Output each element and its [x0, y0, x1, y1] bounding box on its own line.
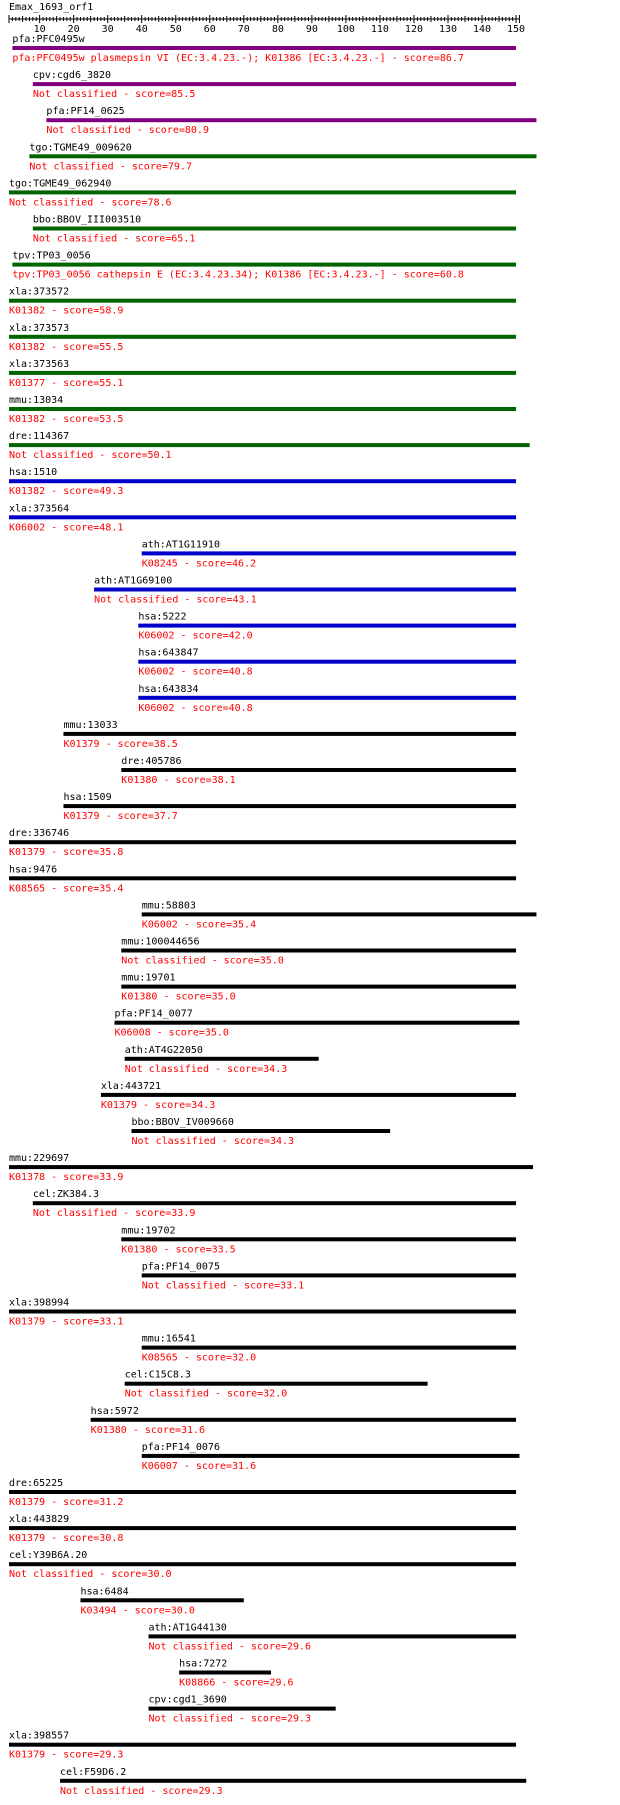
- ruler-tick-label: 80: [271, 24, 284, 35]
- hit-row: [138, 648, 516, 678]
- hit-bar[interactable]: [12, 46, 516, 50]
- hit-description: K01378 - score=33.9: [9, 1172, 124, 1184]
- hit-label[interactable]: hsa:9476: [9, 864, 58, 876]
- hit-row: [80, 1586, 243, 1616]
- hit-description: K01382 - score=58.9: [9, 305, 124, 317]
- hit-bar[interactable]: [9, 1310, 516, 1314]
- hit-bar[interactable]: [121, 768, 516, 772]
- ruler-tick-label: 20: [67, 24, 80, 35]
- hit-bar[interactable]: [121, 985, 516, 989]
- hit-bar[interactable]: [12, 263, 516, 267]
- hit-bar[interactable]: [9, 876, 516, 880]
- hit-bar[interactable]: [63, 804, 516, 808]
- hit-description: Not classified - score=34.3: [131, 1136, 295, 1147]
- hit-description: Not classified - score=33.1: [141, 1280, 305, 1292]
- hit-row: [9, 1731, 516, 1761]
- hit-description: Not classified - score=80.9: [46, 125, 209, 137]
- hit-label[interactable]: hsa:1510: [9, 467, 58, 479]
- position-ruler: [9, 15, 525, 35]
- hit-row: [9, 1514, 516, 1544]
- hit-bar[interactable]: [46, 118, 536, 122]
- hit-bar[interactable]: [9, 443, 530, 447]
- hit-description: Not classified - score=79.7: [29, 161, 192, 173]
- hit-bar[interactable]: [125, 1057, 319, 1061]
- hit-row: [121, 756, 516, 786]
- hit-label[interactable]: mmu:16541: [141, 1333, 196, 1345]
- hit-label[interactable]: ath:AT1G11910: [141, 539, 220, 551]
- hit-label[interactable]: cpv:cgd1_3690: [148, 1694, 227, 1706]
- hit-row: [94, 576, 516, 606]
- hit-label[interactable]: xla:398557: [9, 1730, 70, 1742]
- hit-row: [12, 34, 516, 64]
- hit-label[interactable]: mmu:100044656: [121, 936, 200, 948]
- hit-row: [9, 467, 516, 497]
- hit-description: tpv:TP03_0056 cathepsin E (EC:3.4.23.34); K01386 [EC:3.4.23.-] - score=60.8: [12, 269, 464, 281]
- hit-row: [9, 1298, 516, 1328]
- hit-description: K06002 - score=48.1: [9, 522, 124, 534]
- hit-label[interactable]: mmu:13034: [9, 395, 64, 406]
- ruler-tick-label: 10: [33, 24, 46, 35]
- hit-bar[interactable]: [142, 1454, 520, 1458]
- hit-label[interactable]: tpv:TP03_0056: [12, 250, 91, 262]
- ruler-tick-label: 60: [203, 24, 216, 35]
- hit-bar[interactable]: [9, 515, 516, 519]
- hit-row: [149, 1695, 336, 1725]
- hit-row: [29, 142, 536, 172]
- hit-description: Not classified - score=33.9: [32, 1208, 196, 1220]
- hit-row: [33, 70, 516, 100]
- hit-bar[interactable]: [9, 1490, 516, 1494]
- hit-row: [46, 106, 536, 136]
- hit-label[interactable]: mmu:229697: [9, 1153, 70, 1165]
- hit-description: pfa:PFC0495w plasmepsin VI (EC:3.4.23.-); K01386 [EC:3.4.23.-] - score=86.7: [12, 53, 464, 64]
- hit-label[interactable]: pfa:PF14_0625: [46, 106, 125, 118]
- hit-bar[interactable]: [33, 82, 516, 86]
- ruler-tick-label: 140: [472, 24, 492, 35]
- hit-label[interactable]: pfa:PF14_0075: [141, 1261, 220, 1273]
- hit-bar[interactable]: [138, 660, 516, 664]
- hit-label[interactable]: hsa:7272: [179, 1658, 228, 1670]
- hit-row: [9, 1153, 533, 1183]
- hit-bar[interactable]: [80, 1598, 243, 1602]
- hit-bar[interactable]: [138, 624, 516, 628]
- hit-bar[interactable]: [9, 1743, 516, 1747]
- hit-bar[interactable]: [9, 479, 516, 483]
- hit-bar[interactable]: [33, 227, 516, 231]
- hit-label[interactable]: mmu:58803: [141, 900, 196, 912]
- hit-row: [125, 1045, 319, 1075]
- hit-label[interactable]: tgo:TGME49_062940: [9, 178, 112, 190]
- hit-description: K01379 - score=29.3: [9, 1749, 124, 1761]
- hit-description: Not classified - score=78.6: [9, 197, 172, 209]
- hit-description: K06007 - score=31.6: [141, 1460, 257, 1472]
- hit-description: K06002 - score=40.8: [138, 702, 253, 714]
- hit-description: K01379 - score=34.3: [100, 1099, 216, 1111]
- hit-description: Not classified - score=65.1: [32, 233, 196, 245]
- hit-row: [114, 1009, 519, 1039]
- hit-label[interactable]: bbo:BBOV_III003510: [32, 214, 142, 226]
- ruler-tick-label: 120: [404, 24, 423, 35]
- hit-label[interactable]: ath:AT4G22050: [124, 1044, 203, 1056]
- hit-description: K01382 - score=55.5: [9, 341, 124, 353]
- hit-row: [142, 900, 537, 930]
- hit-description: K08866 - score=29.6: [179, 1677, 294, 1689]
- hit-row: [9, 287, 516, 317]
- hit-label[interactable]: cel:Y39B6A.20: [9, 1550, 88, 1562]
- hit-label[interactable]: xla:373573: [9, 322, 70, 334]
- hit-description: Not classified - score=30.0: [9, 1569, 172, 1581]
- hit-description: K06002 - score=42.0: [138, 630, 253, 642]
- hit-row: [63, 792, 516, 822]
- hit-description: Not classified - score=29.6: [148, 1641, 312, 1653]
- hit-description: K01380 - score=38.1: [121, 775, 236, 786]
- ruler-tick-label: 70: [237, 24, 250, 35]
- ruler-tick-label: 50: [169, 24, 182, 35]
- hit-row: [121, 973, 516, 1003]
- hit-description: K01379 - score=35.8: [9, 847, 124, 859]
- hit-label[interactable]: dre:65225: [9, 1478, 64, 1489]
- ruler-tick-label: 40: [135, 24, 148, 35]
- hit-description: K08565 - score=35.4: [9, 883, 124, 895]
- hit-description: K06002 - score=35.4: [141, 919, 257, 931]
- hit-description: K03494 - score=30.0: [80, 1605, 195, 1617]
- hit-row: [132, 1117, 391, 1147]
- hit-bar[interactable]: [9, 407, 516, 411]
- hit-bar[interactable]: [9, 1165, 533, 1169]
- hit-row: [138, 612, 516, 642]
- hit-bar[interactable]: [9, 190, 516, 194]
- hit-list: [9, 34, 536, 1797]
- hit-row: [33, 1189, 516, 1219]
- hit-row: [91, 1406, 516, 1436]
- hit-label[interactable]: hsa:643847: [138, 647, 199, 659]
- hit-description: Not classified - score=85.5: [32, 89, 196, 101]
- hit-row: [9, 864, 516, 894]
- hit-bar[interactable]: [91, 1418, 516, 1422]
- hit-bar[interactable]: [142, 551, 516, 555]
- hit-row: [9, 1550, 516, 1580]
- hit-label[interactable]: hsa:6484: [80, 1586, 129, 1598]
- hit-label[interactable]: cel:C15C8.3: [124, 1369, 191, 1381]
- hit-description: Not classified - score=29.3: [148, 1713, 312, 1725]
- hit-row: [12, 251, 516, 281]
- hit-label[interactable]: mmu:13033: [63, 719, 118, 731]
- hit-row: [9, 323, 516, 353]
- hit-bar[interactable]: [9, 335, 516, 339]
- query-title: Emax_1693_orf1: [9, 2, 94, 13]
- ruler-tick-label: 150: [507, 24, 526, 35]
- hit-label[interactable]: cel:F59D6.2: [60, 1766, 127, 1778]
- ruler-tick-label: 100: [336, 24, 355, 35]
- hit-description: K01379 - score=31.2: [9, 1497, 124, 1508]
- hit-label[interactable]: cel:ZK384.3: [32, 1189, 100, 1201]
- hit-bar[interactable]: [33, 1201, 516, 1205]
- hit-bar[interactable]: [149, 1634, 517, 1638]
- hit-label[interactable]: ath:AT1G69100: [94, 575, 173, 587]
- hit-row: [9, 359, 516, 389]
- hit-label[interactable]: dre:114367: [9, 431, 70, 443]
- hit-bar[interactable]: [114, 1021, 519, 1025]
- hit-label[interactable]: ath:AT1G44130: [148, 1622, 227, 1634]
- hit-label[interactable]: hsa:5972: [90, 1405, 139, 1417]
- hit-description: K08565 - score=32.0: [141, 1352, 257, 1364]
- hit-row: [142, 1334, 516, 1364]
- hit-label[interactable]: xla:443829: [9, 1514, 70, 1526]
- hit-description: Not classified - score=50.1: [9, 450, 172, 462]
- hit-row: [125, 1370, 428, 1400]
- ruler-tick-label: 130: [438, 24, 458, 35]
- hit-row: [149, 1622, 517, 1652]
- hit-bar[interactable]: [179, 1671, 271, 1675]
- hit-bar[interactable]: [29, 154, 536, 158]
- hit-description: K01380 - score=35.0: [121, 991, 236, 1003]
- hit-bar[interactable]: [9, 371, 516, 375]
- hit-row: [142, 1442, 520, 1472]
- hit-description: K01380 - score=31.6: [90, 1424, 206, 1436]
- hit-bar[interactable]: [9, 299, 516, 303]
- hit-description: K01379 - score=38.5: [63, 738, 178, 750]
- hit-description: K08245 - score=46.2: [141, 558, 257, 570]
- hit-bar[interactable]: [63, 732, 516, 736]
- hit-description: K01379 - score=30.8: [9, 1533, 124, 1545]
- hit-label[interactable]: xla:443721: [100, 1080, 162, 1092]
- hit-row: [9, 395, 516, 425]
- hit-row: [142, 539, 516, 569]
- hit-row: [9, 1478, 516, 1508]
- hit-row: [9, 828, 516, 858]
- hit-description: K01382 - score=49.3: [9, 486, 124, 498]
- ruler-tick-label: 90: [305, 24, 318, 35]
- hit-description: K01377 - score=55.1: [9, 377, 124, 389]
- hit-label[interactable]: pfa:PF14_0076: [141, 1441, 220, 1453]
- hit-label[interactable]: dre:336746: [9, 828, 70, 840]
- hit-row: [33, 215, 516, 245]
- hit-description: K01380 - score=33.5: [121, 1244, 236, 1256]
- hit-row: [9, 178, 516, 208]
- ruler-tick-label: 110: [370, 24, 389, 35]
- hit-bar[interactable]: [125, 1382, 428, 1386]
- hit-label[interactable]: mmu:19702: [121, 1225, 176, 1237]
- hit-description: Not classified - score=32.0: [124, 1388, 288, 1400]
- hit-row: [101, 1081, 516, 1111]
- hit-bar[interactable]: [60, 1779, 526, 1783]
- hit-description: Not classified - score=35.0: [121, 955, 284, 967]
- hit-bar[interactable]: [121, 949, 516, 953]
- hit-description: Not classified - score=29.3: [60, 1785, 223, 1797]
- hit-row: [142, 1261, 516, 1291]
- hit-bar[interactable]: [132, 1129, 391, 1133]
- hit-label[interactable]: xla:373563: [9, 358, 70, 370]
- hit-row: [63, 720, 516, 750]
- hit-label[interactable]: cpv:cgd6_3820: [32, 70, 112, 82]
- hit-bar[interactable]: [121, 1237, 516, 1241]
- hit-label[interactable]: xla:373572: [9, 286, 70, 298]
- hit-description: K01379 - score=33.1: [9, 1316, 124, 1328]
- hit-description: K06002 - score=40.8: [138, 666, 253, 678]
- hit-row: [121, 937, 516, 967]
- hit-bar[interactable]: [94, 588, 516, 592]
- hit-row: [179, 1659, 293, 1689]
- hit-label[interactable]: xla:398994: [9, 1297, 70, 1309]
- hit-label[interactable]: pfa:PF14_0077: [114, 1008, 193, 1020]
- hit-row: [121, 1225, 516, 1255]
- hit-description: Not classified - score=43.1: [94, 594, 257, 606]
- hit-label[interactable]: hsa:643834: [138, 683, 199, 695]
- hit-row: [60, 1767, 526, 1797]
- hit-bar[interactable]: [142, 912, 537, 916]
- hit-row: [9, 503, 516, 533]
- hit-label[interactable]: dre:405786: [121, 756, 182, 767]
- hit-label[interactable]: bbo:BBOV_IV009660: [131, 1117, 234, 1128]
- hit-description: Not classified - score=34.3: [124, 1063, 288, 1075]
- hit-description: K06008 - score=35.0: [114, 1027, 229, 1039]
- hit-bar[interactable]: [142, 1273, 516, 1277]
- hit-row: [9, 431, 530, 461]
- hit-bar[interactable]: [9, 840, 516, 844]
- hit-description: K01382 - score=53.5: [9, 414, 124, 425]
- ruler-tick-label: 30: [101, 24, 114, 35]
- hit-row: [138, 684, 516, 714]
- hit-bar[interactable]: [142, 1346, 516, 1350]
- hit-description: K01379 - score=37.7: [63, 811, 178, 823]
- hit-label[interactable]: hsa:5222: [138, 611, 187, 623]
- hit-bar[interactable]: [138, 696, 516, 700]
- hit-label[interactable]: xla:373564: [9, 503, 70, 515]
- hit-bar[interactable]: [149, 1707, 336, 1711]
- hit-label[interactable]: tgo:TGME49_009620: [29, 142, 132, 154]
- hit-label[interactable]: hsa:1509: [63, 792, 112, 804]
- hit-bar[interactable]: [101, 1093, 516, 1097]
- hit-bar[interactable]: [9, 1562, 516, 1566]
- hit-bar[interactable]: [9, 1526, 516, 1530]
- hit-label[interactable]: mmu:19701: [121, 972, 176, 984]
- hit-label[interactable]: pfa:PFC0495w: [12, 34, 85, 45]
